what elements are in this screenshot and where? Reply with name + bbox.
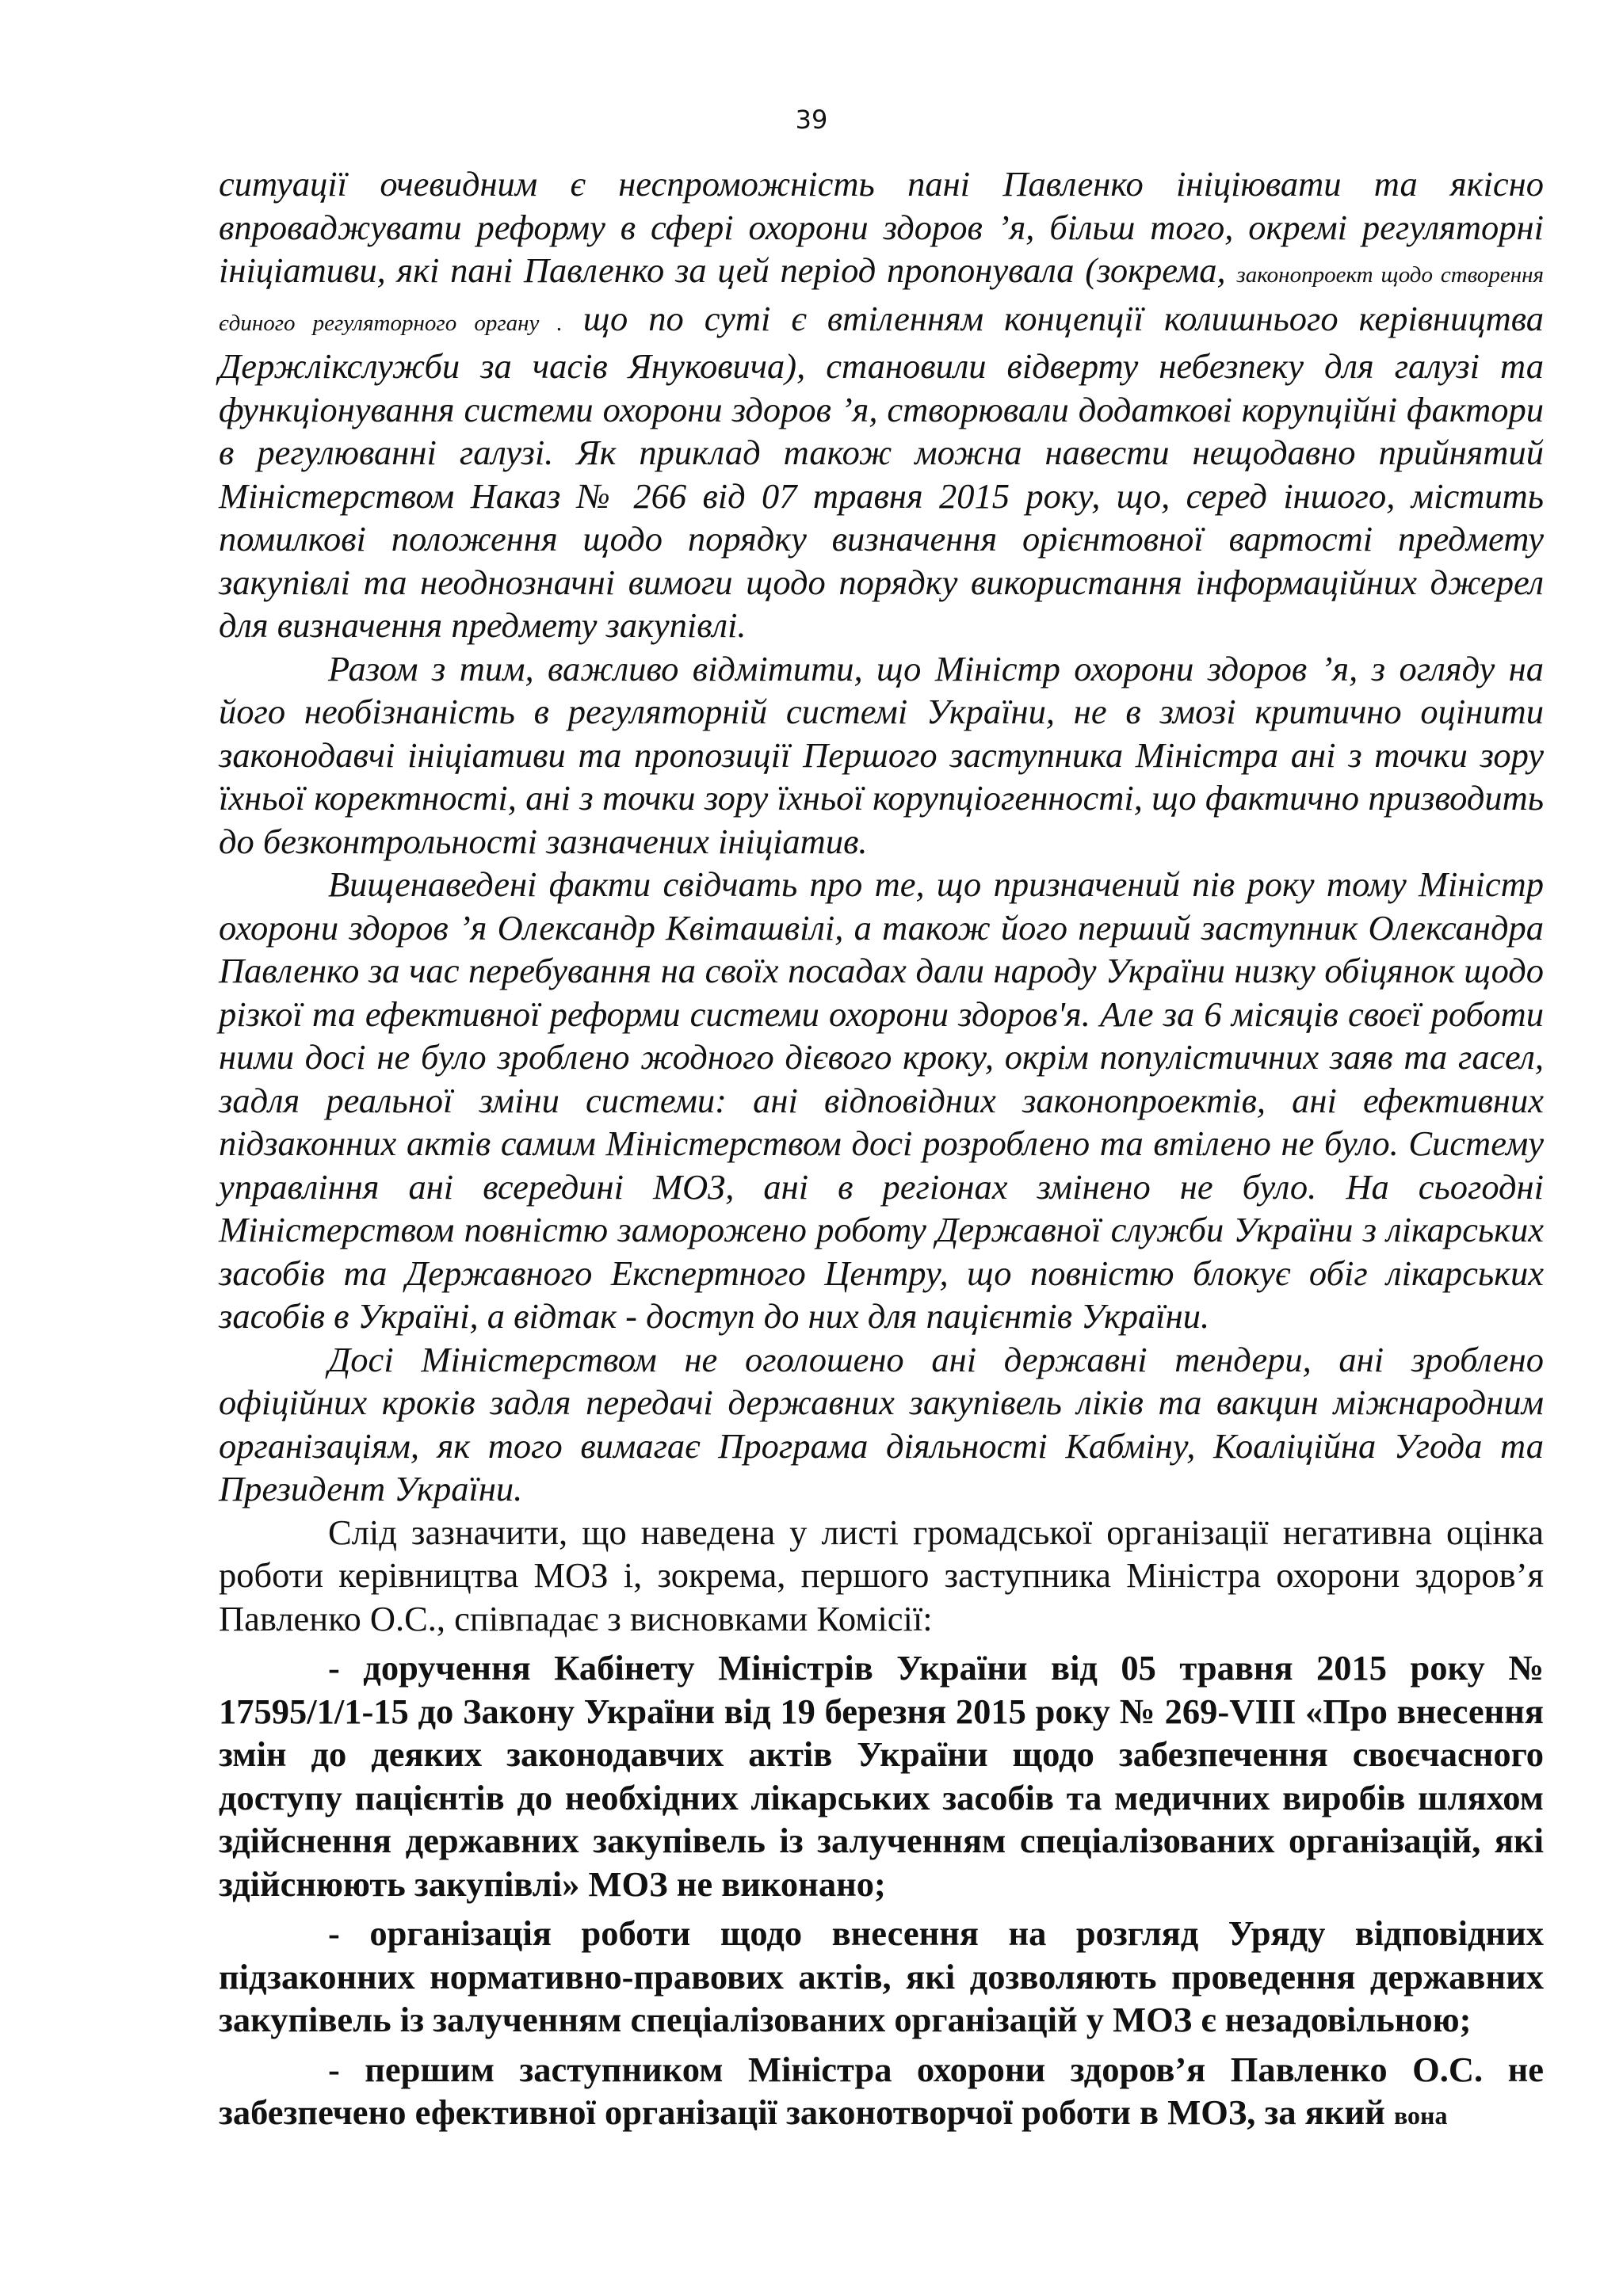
finding-item-tail: вона <box>1393 2101 1448 2130</box>
paragraph-3: Вищенаведені факти свідчать про те, що призначений пів року тому Міністр охорони здоров ’я Олександр Квіташвілі, а також його перший заступник Олександра Павленко за час перебування на своїх посадах дали народу України низку обіцянок щодо різкої та ефективної реформи системи охорони здоров'я. Але за 6 місяців своєї роботи ними досі не було зроблено жодного дієвого кроку, окрім популістичних заяв та гасел, задля реальної зміни системи: ані відповідних законопроектів, ані ефективних підзаконних актів самим Міністерством досі розроблено та втілено не було. Систему управління ані всередині МОЗ, ані в регіонах змінено не було. На сьогодні Міністерством повністю заморожено роботу Державної служби України з лікарських засобів та Державного Експертного Центру, що повністю блокує обіг лікарських засобів в Україні, а відтак - доступ до них для пацієнтів України. <box>219 864 1544 1336</box>
paragraph-1-small-note: законопроект щодо створення єдиного регуляторного органу . <box>219 262 1545 336</box>
findings-list <box>219 1646 1544 2138</box>
page-number: 39 <box>795 105 828 135</box>
paragraph-4: Досі Міністерством не оголошено ані державні тендери, ані зроблено офіційних кроків задля передачі державних закупівель ліків та вакцин міжнародним організаціям, як того вимагає Програма діяльності Кабміну, Коаліційна Угода та Президент України. <box>219 1339 1544 1508</box>
finding-item: - доручення Кабінету Міністрів України від 05 травня 2015 року № 17595/1/1-15 до Закону України від 19 березня 2015 року № 269-VIII «Про внесення змін до деяких законодавчих актів України щодо забезпечення своєчасного доступу пацієнтів до необхідних лікарських засобів та медичних виробів шляхом здійснення державних закупівель із залученням спеціалізованих організацій, які здійснюють закупівлі» МОЗ не виконано; <box>219 1648 1544 1904</box>
finding-item <box>219 2048 1544 2138</box>
document-body <box>219 162 1544 2144</box>
paragraph-1 <box>219 162 1544 647</box>
paragraph-1-text-a: ситуації очевидним є неспроможність пані Павленко ініціювати та якісно впроваджувати реформу в сфері охорони здоров ’я, більш того, окремі регуляторні ініціативи, які пані Павленко за цей період пропонувала (зокрема, <box>219 164 1544 290</box>
paragraph-2: Разом з тим, важливо відмітити, що Міністр охорони здоров ’я, з огляду на його необізнаність в регуляторній системі України, не в змозі критично оцінити законодавчі ініціативи та пропозиції Першого заступника Міністра ані з точки зору їхньої коректності, ані з точки зору їхньої корупціогенності, що фактично призводить до безконтрольності зазначених ініціатив. <box>219 648 1544 861</box>
finding-item: - організація роботи щодо внесення на розгляд Уряду відповідних підзаконних нормативно-правових актів, які дозволяють проведення державних закупівель із залученням спеціалізованих організацій у МОЗ є незадовільною; <box>219 1913 1544 2039</box>
paragraph-1-text-b: що по суті є втіленням концепції колишнього керівництва Держлікслужби за часів Януковича), становили відверту небезпеку для галузі та функціонування системи охорони здоров ’я, створювали додаткові корупційні фактори в регулюванні галузі. Як приклад також можна навести нещодавно прийнятий Міністерством Наказ № 266 від 07 травня 2015 року, що, серед іншого, містить помилкові положення щодо порядку визначення орієнтовної вартості предмету закупівлі та неоднозначні вимоги щодо порядку використання інформаційних джерел для визначення предмету закупівлі. <box>219 298 1545 645</box>
finding-item-text: - першим заступником Міністра охорони здоров’я Павленко О.С. не забезпечено ефективної організації законотворчої роботи в МОЗ, за який <box>219 2049 1544 2132</box>
paragraph-5: Слід зазначити, що наведена у листі громадської організації негативна оцінка роботи керівництва МОЗ і, зокрема, першого заступника Міністра охорони здоров’я Павленко О.С., співпадає з висновками Комісії: <box>219 1512 1544 1638</box>
